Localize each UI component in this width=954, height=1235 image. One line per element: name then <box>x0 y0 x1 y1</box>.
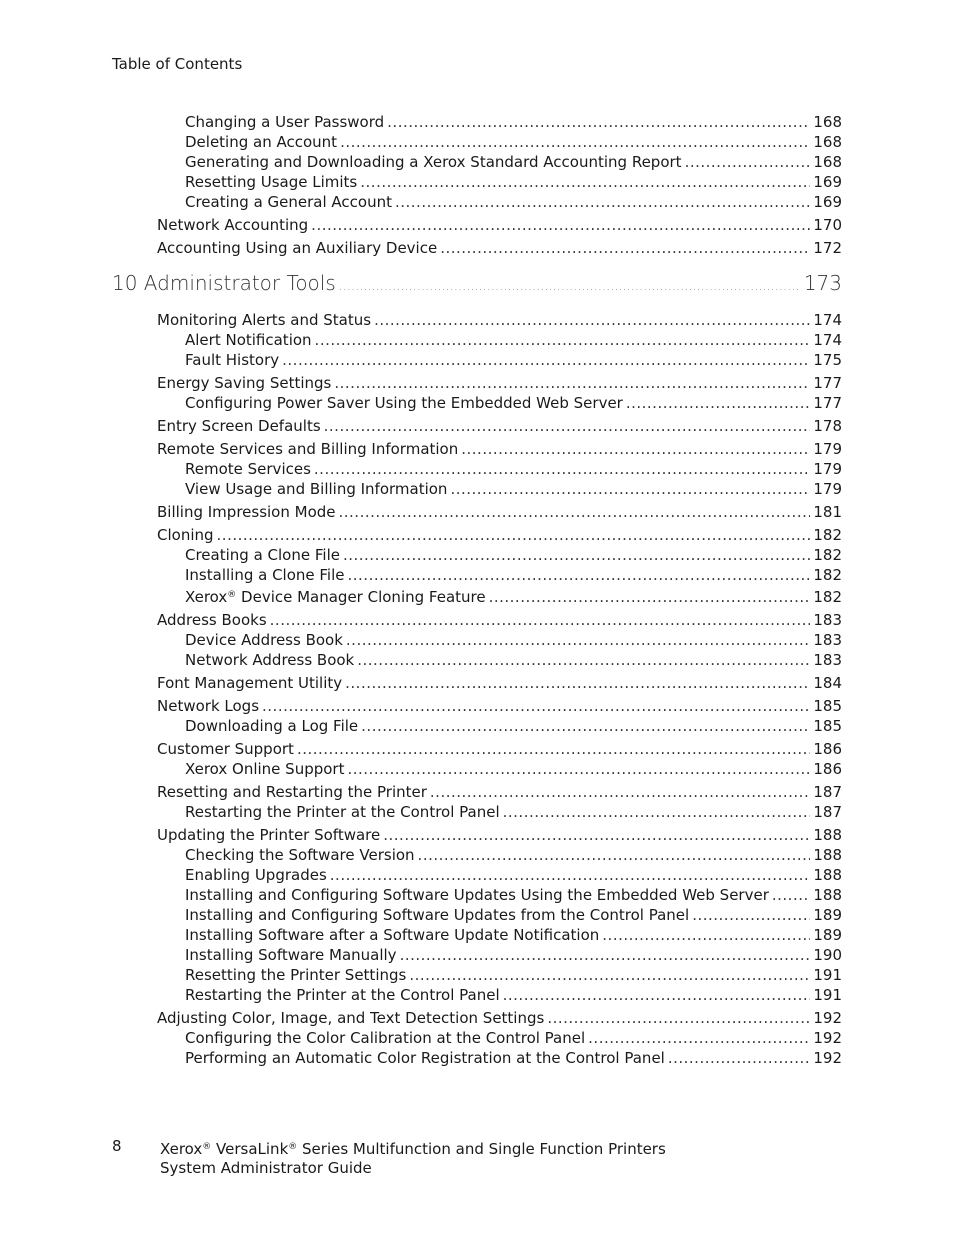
dot-leader <box>330 865 811 885</box>
toc-entry-label: Installing Software after a Software Update Notification <box>185 926 600 944</box>
toc-chapter-heading[interactable] <box>112 270 842 299</box>
toc-entry-label: Alert Notification <box>185 331 312 349</box>
toc-entry-label: Address Books <box>157 611 267 629</box>
toc-entry-page-number: 179 <box>813 460 842 478</box>
toc-subsection-entry[interactable] <box>112 350 842 370</box>
table-of-contents <box>112 112 842 1068</box>
toc-subsection-entry[interactable] <box>112 172 842 192</box>
toc-entry-page-number: 177 <box>813 374 842 392</box>
dot-leader <box>282 350 810 370</box>
toc-subsection-entry[interactable] <box>112 1028 842 1048</box>
toc-section-entry[interactable] <box>112 502 842 522</box>
toc-entry-page-number: 168 <box>813 153 842 171</box>
dot-leader <box>409 965 810 985</box>
footer-publication-title <box>160 1138 666 1178</box>
toc-entry-label: Xerox Online Support <box>185 760 345 778</box>
toc-subsection-entry[interactable] <box>112 393 842 413</box>
toc-entry-page-number: 188 <box>813 846 842 864</box>
toc-entry-label: Entry Screen Defaults <box>157 417 321 435</box>
toc-entry-page-number: 191 <box>813 986 842 1004</box>
toc-entry-label: Resetting and Restarting the Printer <box>157 783 427 801</box>
toc-entry-label: Adjusting Color, Image, and Text Detection Settings <box>157 1009 545 1027</box>
toc-entry-label: Restarting the Printer at the Control Panel <box>185 803 500 821</box>
toc-entry-page-number: 192 <box>813 1049 842 1067</box>
toc-subsection-entry[interactable] <box>112 585 842 607</box>
toc-entry-label: Monitoring Alerts and Status <box>157 311 372 329</box>
dot-leader <box>450 479 810 499</box>
toc-section-entry[interactable] <box>112 215 842 235</box>
dot-leader <box>685 152 811 172</box>
toc-entry-page-number: 189 <box>813 906 842 924</box>
toc-entry-label: Energy Saving Settings <box>157 374 332 392</box>
toc-entry-page-number: 184 <box>813 674 842 692</box>
dot-leader <box>461 439 810 459</box>
toc-entry-label: Configuring the Color Calibration at the Control Panel <box>185 1029 586 1047</box>
toc-subsection-entry[interactable] <box>112 545 842 565</box>
toc-subsection-entry[interactable] <box>112 925 842 945</box>
toc-entry-page-number: 174 <box>813 311 842 329</box>
toc-subsection-entry[interactable] <box>112 985 842 1005</box>
toc-entry-label: Resetting Usage Limits <box>185 173 358 191</box>
toc-subsection-entry[interactable] <box>112 479 842 499</box>
dot-leader <box>324 416 811 436</box>
toc-entry-label: Installing Software Manually <box>185 946 397 964</box>
dot-leader <box>346 630 810 650</box>
toc-entry-label: View Usage and Billing Information <box>185 480 448 498</box>
toc-entry-label: Installing and Configuring Software Updates from the Control Panel <box>185 906 690 924</box>
toc-section-entry[interactable] <box>112 610 842 630</box>
dot-leader <box>314 459 810 479</box>
toc-subsection-entry[interactable] <box>112 905 842 925</box>
toc-entry-page-number: 181 <box>813 503 842 521</box>
toc-subsection-entry[interactable] <box>112 330 842 350</box>
toc-entry-label: Deleting an Account <box>185 133 338 151</box>
dot-leader <box>334 373 810 393</box>
toc-entry-page-number: 192 <box>813 1029 842 1047</box>
toc-subsection-entry[interactable] <box>112 865 842 885</box>
toc-entry-page-number: 186 <box>813 740 842 758</box>
toc-entry-page-number: 173 <box>803 271 842 295</box>
toc-entry-page-number: 170 <box>813 216 842 234</box>
toc-entry-label: Device Address Book <box>185 631 343 649</box>
toc-section-entry[interactable] <box>112 310 842 330</box>
toc-section-entry[interactable] <box>112 439 842 459</box>
running-header: Table of Contents <box>112 55 243 73</box>
toc-section-entry[interactable] <box>112 782 842 802</box>
toc-entry-label: Performing an Automatic Color Registration at the Control Panel <box>185 1049 665 1067</box>
toc-subsection-entry[interactable] <box>112 845 842 865</box>
toc-entry-label: Network Accounting <box>157 216 309 234</box>
toc-entry-page-number: 186 <box>813 760 842 778</box>
toc-entry-label: Remote Services and Billing Information <box>157 440 459 458</box>
dot-leader <box>503 985 811 1005</box>
toc-section-entry[interactable] <box>112 525 842 545</box>
toc-entry-page-number: 175 <box>813 351 842 369</box>
toc-entry-page-number: 188 <box>813 886 842 904</box>
toc-section-entry[interactable] <box>112 1008 842 1028</box>
toc-entry-page-number: 177 <box>813 394 842 412</box>
dot-leader <box>668 1048 811 1068</box>
toc-entry-label: Installing a Clone File <box>185 566 345 584</box>
toc-entry-page-number: 188 <box>813 866 842 884</box>
dot-leader <box>343 545 810 565</box>
dot-leader <box>588 1028 810 1048</box>
dot-leader <box>347 759 810 779</box>
toc-subsection-entry[interactable] <box>112 152 842 172</box>
toc-entry-label: Billing Impression Mode <box>157 503 336 521</box>
toc-entry-label: Font Management Utility <box>157 674 343 692</box>
toc-entry-page-number: 172 <box>813 239 842 257</box>
dot-leader <box>383 825 810 845</box>
toc-subsection-entry[interactable] <box>112 112 842 132</box>
toc-entry-page-number: 189 <box>813 926 842 944</box>
dot-leader <box>339 273 801 299</box>
toc-entry-label: Network Logs <box>157 697 260 715</box>
toc-entry-page-number: 191 <box>813 966 842 984</box>
toc-entry-label: Cloning <box>157 526 214 544</box>
dot-leader <box>339 502 811 522</box>
toc-entry-page-number: 183 <box>813 611 842 629</box>
toc-subsection-entry[interactable] <box>112 759 842 779</box>
toc-entry-page-number: 182 <box>813 588 842 606</box>
toc-entry-page-number: 187 <box>813 783 842 801</box>
dot-leader <box>418 845 811 865</box>
toc-entry-page-number: 185 <box>813 697 842 715</box>
toc-entry-label: Creating a General Account <box>185 193 392 211</box>
dot-leader <box>503 802 811 822</box>
toc-entry-page-number: 174 <box>813 331 842 349</box>
toc-entry-label: Customer Support <box>157 740 294 758</box>
footer-line-1: Xerox® VersaLink® Series Multifunction and Single Function Printers <box>160 1140 666 1158</box>
toc-entry-page-number: 182 <box>813 526 842 544</box>
toc-entry-label: Enabling Upgrades <box>185 866 327 884</box>
dot-leader <box>626 393 811 413</box>
toc-entry-page-number: 168 <box>813 113 842 131</box>
toc-subsection-entry[interactable] <box>112 565 842 585</box>
dot-leader <box>361 716 810 736</box>
toc-entry-page-number: 188 <box>813 826 842 844</box>
dot-leader <box>430 782 810 802</box>
toc-entry-page-number: 190 <box>813 946 842 964</box>
dot-leader <box>360 172 810 192</box>
dot-leader <box>262 696 810 716</box>
dot-leader <box>217 525 811 545</box>
toc-entry-label: Network Address Book <box>185 651 355 669</box>
toc-section-entry[interactable] <box>112 373 842 393</box>
toc-section-entry[interactable] <box>112 238 842 258</box>
toc-entry-page-number: 183 <box>813 631 842 649</box>
toc-entry-label: Xerox® Device Manager Cloning Feature <box>185 588 486 606</box>
toc-entry-page-number: 187 <box>813 803 842 821</box>
toc-entry-label: Changing a User Password <box>185 113 385 131</box>
dot-leader <box>311 215 810 235</box>
toc-section-entry[interactable] <box>112 739 842 759</box>
toc-subsection-entry[interactable] <box>112 630 842 650</box>
dot-leader <box>692 905 810 925</box>
dot-leader <box>489 587 811 607</box>
dot-leader <box>374 310 810 330</box>
toc-entry-page-number: 168 <box>813 133 842 151</box>
footer-line-2: System Administrator Guide <box>160 1159 372 1177</box>
toc-entry-label: Remote Services <box>185 460 311 478</box>
toc-subsection-entry[interactable] <box>112 716 842 736</box>
dot-leader <box>387 112 810 132</box>
toc-entry-label: Restarting the Printer at the Control Panel <box>185 986 500 1004</box>
toc-entry-page-number: 179 <box>813 480 842 498</box>
toc-entry-page-number: 185 <box>813 717 842 735</box>
toc-section-entry[interactable] <box>112 416 842 436</box>
page-number: 8 <box>112 1137 122 1155</box>
toc-entry-label: 10 Administrator Tools <box>112 271 336 295</box>
toc-entry-label: Installing and Configuring Software Updates Using the Embedded Web Server <box>185 886 769 904</box>
dot-leader <box>440 238 810 258</box>
toc-entry-page-number: 182 <box>813 546 842 564</box>
dot-leader <box>400 945 811 965</box>
toc-entry-page-number: 179 <box>813 440 842 458</box>
toc-subsection-entry[interactable] <box>112 945 842 965</box>
toc-subsection-entry[interactable] <box>112 132 842 152</box>
toc-subsection-entry[interactable] <box>112 1048 842 1068</box>
toc-entry-page-number: 178 <box>813 417 842 435</box>
toc-entry-label: Updating the Printer Software <box>157 826 381 844</box>
toc-subsection-entry[interactable] <box>112 650 842 670</box>
toc-subsection-entry[interactable] <box>112 885 842 905</box>
toc-section-entry[interactable] <box>112 673 842 693</box>
toc-entry-page-number: 182 <box>813 566 842 584</box>
dot-leader <box>315 330 811 350</box>
toc-entry-page-number: 169 <box>813 193 842 211</box>
dot-leader <box>348 565 811 585</box>
toc-section-entry[interactable] <box>112 696 842 716</box>
toc-entry-label: Resetting the Printer Settings <box>185 966 407 984</box>
dot-leader <box>602 925 810 945</box>
toc-subsection-entry[interactable] <box>112 459 842 479</box>
toc-entry-label: Configuring Power Saver Using the Embedded Web Server <box>185 394 623 412</box>
toc-entry-label: Accounting Using an Auxiliary Device <box>157 239 438 257</box>
toc-entry-label: Downloading a Log File <box>185 717 359 735</box>
toc-entry-page-number: 192 <box>813 1009 842 1027</box>
toc-entry-label: Checking the Software Version <box>185 846 415 864</box>
toc-entry-page-number: 169 <box>813 173 842 191</box>
toc-subsection-entry[interactable] <box>112 802 842 822</box>
dot-leader <box>297 739 810 759</box>
toc-entry-label: Fault History <box>185 351 280 369</box>
dot-leader <box>340 132 810 152</box>
toc-subsection-entry[interactable] <box>112 965 842 985</box>
dot-leader <box>772 885 810 905</box>
dot-leader <box>270 610 811 630</box>
dot-leader <box>395 192 810 212</box>
toc-entry-label: Generating and Downloading a Xerox Standard Accounting Report <box>185 153 682 171</box>
toc-entry-page-number: 183 <box>813 651 842 669</box>
dot-leader <box>357 650 810 670</box>
dot-leader <box>547 1008 810 1028</box>
toc-subsection-entry[interactable] <box>112 192 842 212</box>
toc-entry-label: Creating a Clone File <box>185 546 340 564</box>
dot-leader <box>345 673 810 693</box>
toc-section-entry[interactable] <box>112 825 842 845</box>
